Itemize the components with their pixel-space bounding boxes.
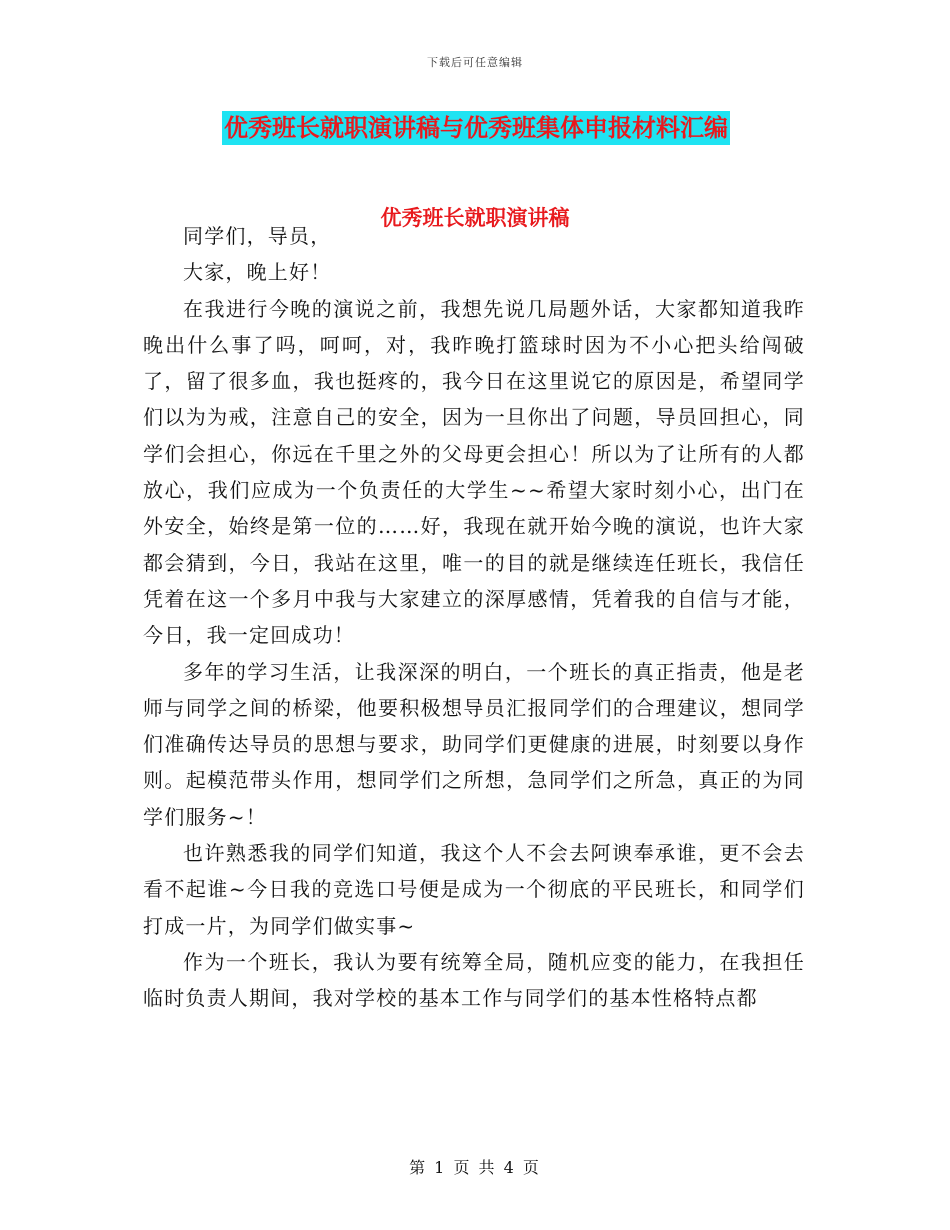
paragraph-salutation: 大家，晚上好！ bbox=[183, 260, 332, 285]
document-main-title: 优秀班长就职演讲稿与优秀班集体申报材料汇编 bbox=[222, 111, 730, 145]
paragraph: 多年的学习生活，让我深深的明白，一个班长的真正指责，他是老师与同学之间的桥梁，他要积极想导员汇报同学们的合理建议，想同学们准确传达导员的思想与要求，助同学们更健康的进展，时刻要以身作则。起模范带头作用，想同学们之所想，急同学们之所急，真正的为同学们服务~！ bbox=[143, 659, 805, 829]
header-note: 下载后可任意编辑 bbox=[427, 56, 523, 69]
paragraph: 作为一个班长，我认为要有统筹全局，随机应变的能力，在我担任临时负责人期间，我对学校的基本工作与同学们的基本性格特点都 bbox=[143, 949, 805, 1011]
paragraph-greeting: 同学们，导员， bbox=[183, 224, 332, 248]
paragraph: 在我进行今晚的演说之前，我想先说几局题外话，大家都知道我昨晚出什么事了吗，呵呵，对，我昨晚打篮球时因为不小心把头给闯破了，留了很多血，我也挺疼的，我今日在这里说它的原因是，希望同学们以为为戒，注意自己的安全，因为一旦你出了问题，导员回担心，同学们会担心，你远在千里之外的父母更会担心！所以为了让所有的人都放心，我们应成为一个负责任的大学生~~希望大家时刻小心，出门在外安全，始终是第一位的……好，我现在就开始今晚的演说，也许大家都会猜到，今日，我站在这里，唯一的目的就是继续连任班长，我信任凭着在这一个多月中我与大家建立的深厚感情，凭着我的自信与才能，今日，我一定回成功！ bbox=[143, 296, 805, 648]
paragraph: 也许熟悉我的同学们知道，我这个人不会去阿谀奉承谁，更不会去看不起谁~今日我的竞选口号便是成为一个彻底的平民班长，和同学们打成一片，为同学们做实事~ bbox=[143, 841, 805, 938]
document-body bbox=[143, 218, 805, 1017]
section-title: 优秀班长就职演讲稿 bbox=[380, 205, 570, 230]
page-number-footer: 第 1 页 共 4 页 bbox=[409, 1158, 541, 1177]
